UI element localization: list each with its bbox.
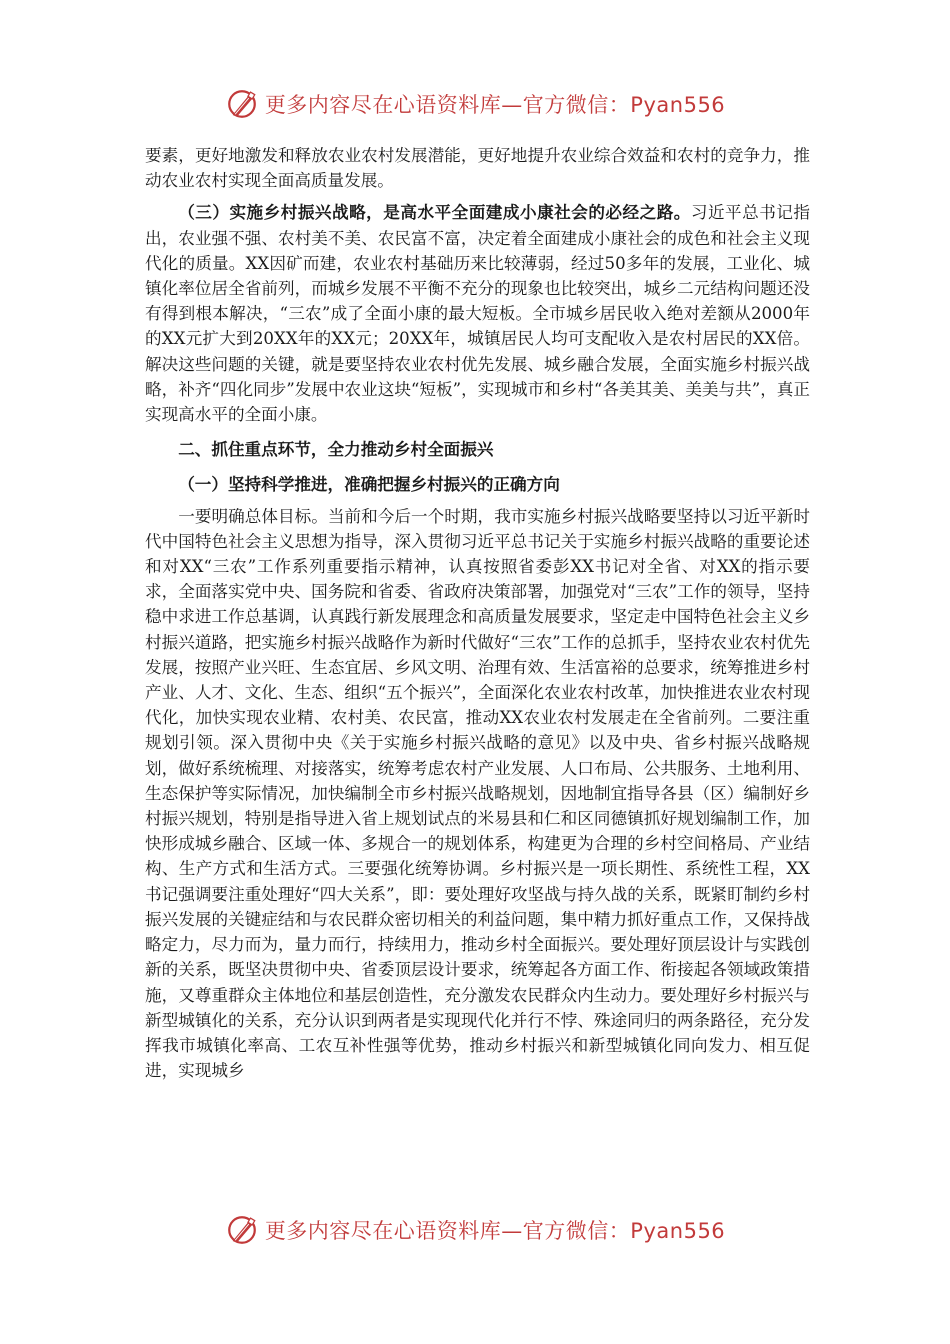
heading-level-2: 二、抓住重点环节，全力推动乡村全面振兴 [178,440,494,460]
paragraph-continuation: 要素，更好地激发和释放农业农村发展潜能，更好地提升农业综合效益和农村的竞争力，推动农业农村实现全面高质量发展。 [145,146,810,191]
footer-banner-text: 更多内容尽在心语资料库—官方微信：Pyan556 [264,1219,726,1243]
footer-banner [0,1208,950,1252]
paragraph-section-3 [145,200,810,427]
paragraph-main: 一要明确总体目标。当前和今后一个时期，我市实施乡村振兴战略要坚持以习近平新时代中国特色社会主义思想为指导，深入贯彻习近平总书记关于实施乡村振兴战略的重要论述和对XX“三农”工作系列重要指示精神，认真按照省委彭XX书记对全省、对XX的指示要求，全面落实党中央、国务院和省委、省政府决策部署，加强党对“三农”工作的领导，坚持稳中求进工作总基调，认真践行新发展理念和高质量发展要求，坚定走中国特色社会主义乡村振兴道路，把实施乡村振兴战略作为新时代做好“三农”工作的总抓手，坚持农业农村优先发展，按照产业兴旺、生态宜居、乡风文明、治理有效、生活富裕的总要求，统筹推进乡村产业、人才、文化、生态、组织“五个振兴”，全面深化农业农村改革，加快推进农业农村现代化，加快实现农业精、农村美、农民富，推动XX农业农村发展走在全省前列。二要注重规划引领。深入贯彻中央《关于实施乡村振兴战略的意见》以及中央、省乡村振兴战略规划，做好系统梳理、对接落实，统筹考虑农村产业发展、人口布局、公共服务、土地利用、生态保护等实际情况，加快编制全市乡村振兴战略规划，因地制宜指导各县（区）编制好乡村振兴规划，特别是指导进入省上规划试点的米易县和仁和区同德镇抓好规划编制工作，加快形成城乡融合、区域一体、多规合一的规划体系，构建更为合理的乡村空间格局、产业结构、生产方式和生活方式。三要强化统筹协调。乡村振兴是一项长期性、系统性工程，XX书记强调要注重处理好“四大关系”，即：要处理好攻坚战与持久战的关系，既紧盯制约乡村振兴发展的关键症结和与农民群众密切相关的利益问题，集中精力抓好重点工作，又保持战略定力，尽力而为，量力而行，持续用力，推动乡村全面振兴。要处理好顶层设计与实践创新的关系，既坚决贯彻中央、省委顶层设计要求，统筹起各方面工作、衔接起各领域政策措施，又尊重群众主体地位和基层创造性，充分激发农民群众内生动力。要处理好乡村振兴与新型城镇化的关系，充分认识到两者是实现现代化并行不悖、殊途同归的两条路径，充分发挥我市城镇化率高、工农互补性强等优势，推动乡村振兴和新型城镇化同向发力、相互促进，实现城乡 [145,506,810,1081]
header-banner-text: 更多内容尽在心语资料库—官方微信：Pyan556 [264,93,726,117]
section-3-lead: （三）实施乡村振兴战略，是高水平全面建成小康社会的必经之路。 [178,202,691,223]
heading-level-3: （一）坚持科学推进，准确把握乡村振兴的正确方向 [178,475,560,495]
document-body [145,143,810,1083]
pen-nib-circle-logo-icon [225,1213,259,1247]
header-banner [0,82,950,126]
pen-nib-circle-logo-icon [225,87,259,121]
section-3-text: 习近平总书记指出，农业强不强、农村美不美、农民富不富，决定着全面建成小康社会的成色和社会主义现代化的质量。XX因矿而建，农业农村基础历来比较薄弱，经过50多年的发展，工业化、城镇化率位居全省前列，而城乡发展不平衡不充分的现象也比较突出，城乡二元结构问题还没有得到根本解决，“三农”成了全面小康的最大短板。全市城乡居民收入绝对差额从2000年的XX元扩大到20XX年的XX元；20XX年，城镇居民人均可支配收入是农村居民的XX倍。解决这些问题的关键，就是要坚持农业农村优先发展、城乡融合发展，全面实施乡村振兴战略，补齐“四化同步”发展中农业这块“短板”，实现城市和乡村“各美其美、美美与共”，真正实现高水平的全面小康。 [145,203,811,425]
